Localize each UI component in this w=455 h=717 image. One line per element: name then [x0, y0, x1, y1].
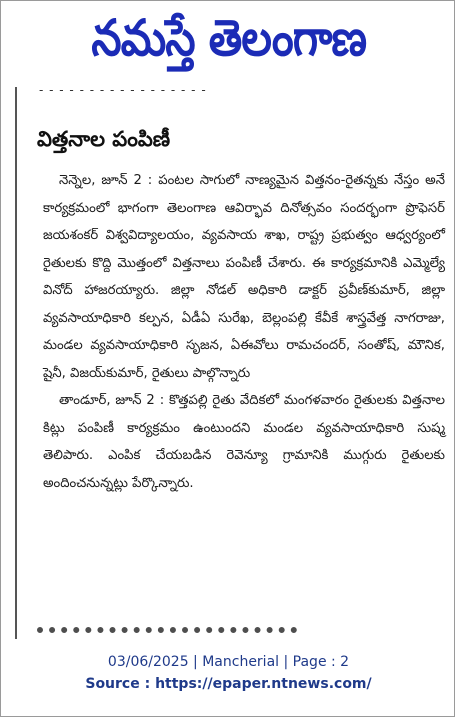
- article-paragraph: తాండూర్, జూన్ 2 : కొత్తపల్లి రైతు వేదికలో మంగళవారం రైతులకు విత్తనాల కిట్లు పంపిణీ కార్యక్రమం ఉంటుందని మండల వ్యవసాయాధికారి సుష్మ తెలిపారు. ఎంపిక చేయబడిన రెవెన్యూ గ్రామానికి ముగ్గురు రైతులకు అందించనున్నట్లు పేర్కొన్నారు.: [43, 393, 445, 491]
- masthead: [1, 1, 455, 75]
- footer: [1, 651, 455, 695]
- article-clipping: [17, 87, 449, 639]
- masthead-logo: నమస్తే తెలంగాణ: [91, 9, 366, 67]
- article-body: [43, 167, 445, 497]
- edition-info: 03/06/2025 | Mancherial | Page : 2: [107, 654, 350, 670]
- cut-off-text: - - - - - - - - - - - - - - - - -: [39, 87, 207, 97]
- source-link[interactable]: Source : https://epaper.ntnews.com/: [85, 676, 372, 692]
- cut-off-headline: [37, 627, 297, 639]
- article-headline: విత్తనాల పంపిణీ: [37, 127, 171, 151]
- article-paragraph: నెన్నెల, జూన్ 2 : పంటల సాగులో నాణ్యమైన విత్తనం-రైతన్నకు నేస్తం అనే కార్యక్రమంలో భాగంగా తెలంగాణ ఆవిర్భావ దినోత్సవం సందర్భంగా ప్రొఫెసర్ జయశంకర్ విశ్వవిద్యాలయం, వ్యవసాయ శాఖ, రాష్ట్ర ప్రభుత్వం ఆధ్వర్యంలో రైతులకు కొద్ది మొత్తంలో విత్తనాలు పంపిణీ చేశారు. ఈ కార్యక్రమానికి ఎమ్మెల్యే వినోద్ హాజరయ్యారు. జిల్లా నోడల్ అధికారి డాక్టర్ ప్రవీణ్‌కుమార్, జిల్లా వ్యవసాయాధికారి కల్పన, ఏడీఏ సురేఖ, బెల్లంపల్లి కేవీకే శాస్త్రవేత్త నాగరాజు, మండల వ్యవసాయాధికారి సృజన, ఏఈవోలు రామచందర్, సంతోష్, మౌనిక, షైనీ, విజయ్‌కుమార్, రైతులు పాల్గొన్నారు: [43, 173, 445, 381]
